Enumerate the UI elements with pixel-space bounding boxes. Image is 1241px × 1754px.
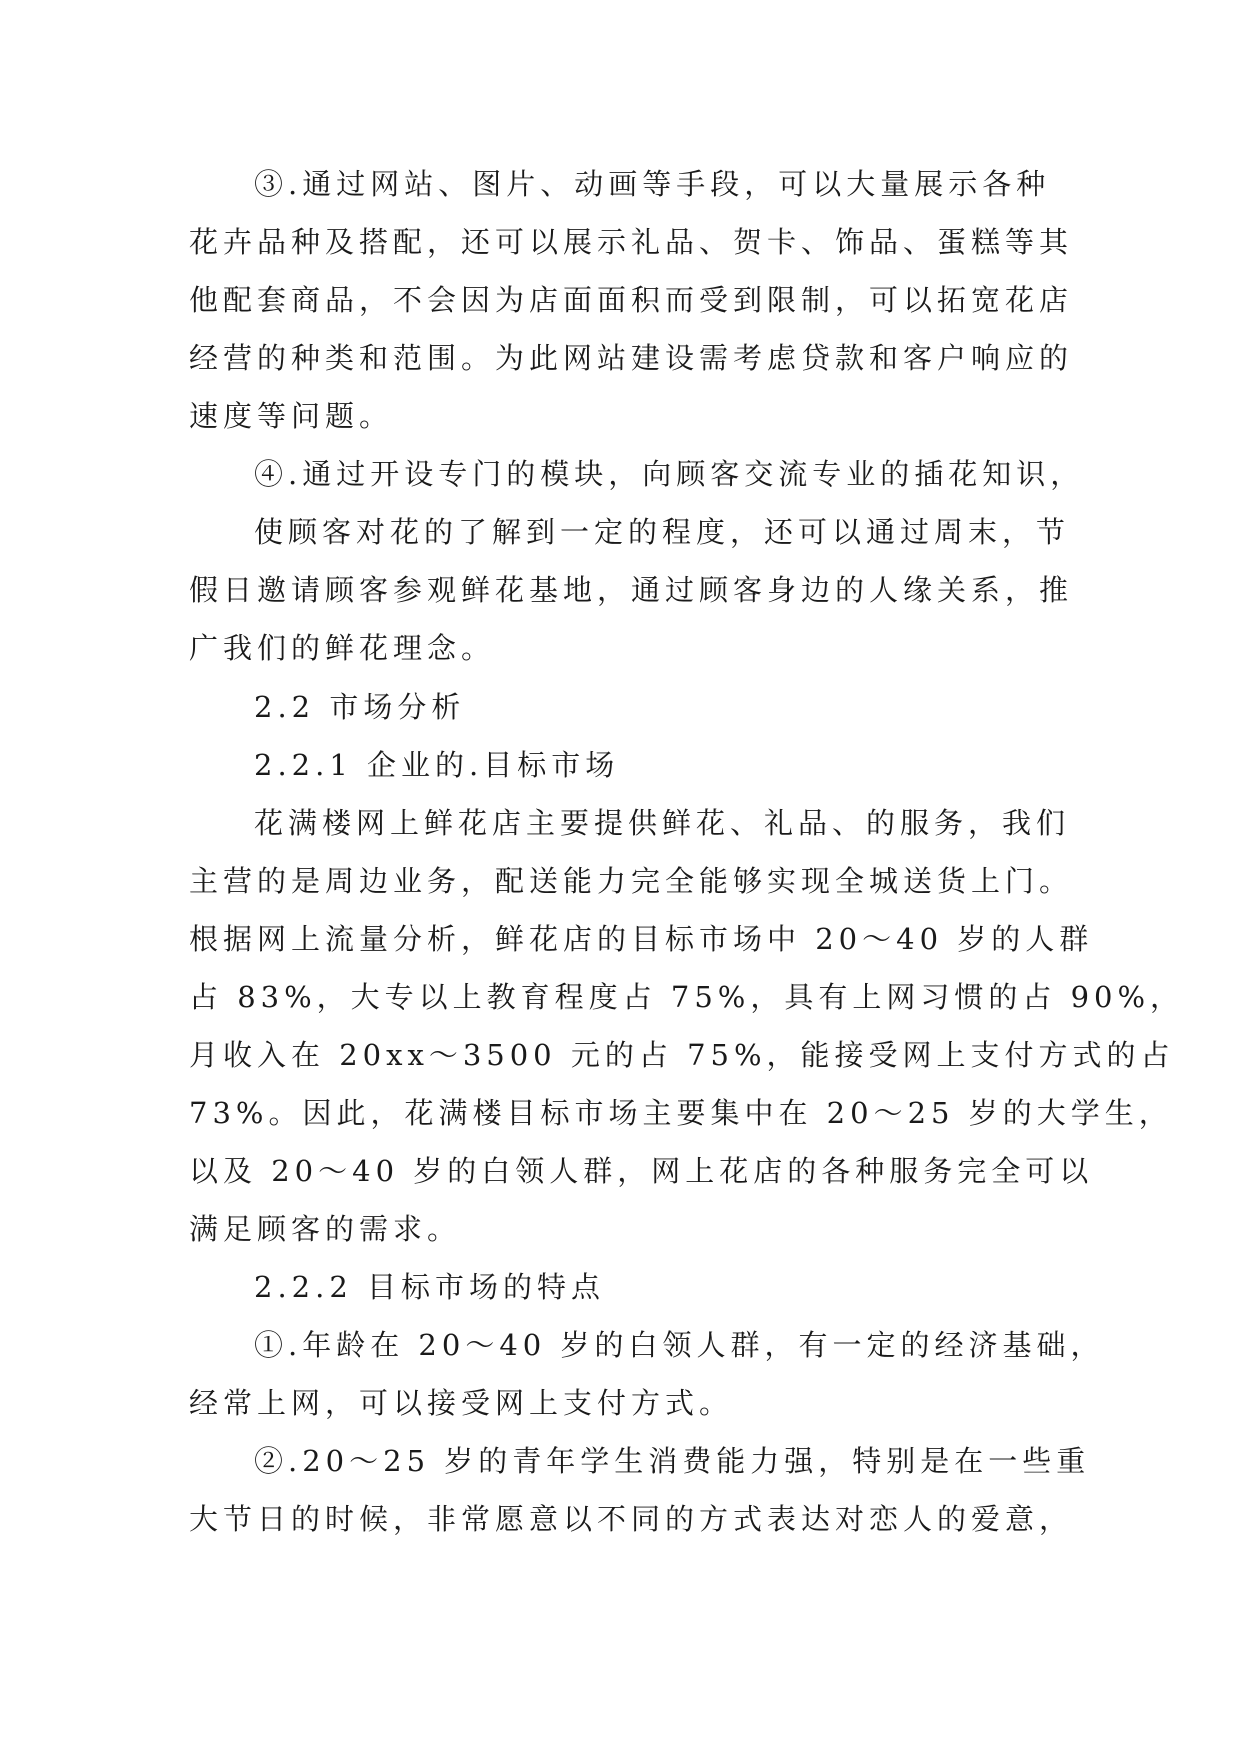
paragraph-feature-2-line-1: ②.20～25 岁的青年学生消费能力强，特别是在一些重 (254, 1444, 1091, 1478)
paragraph-4b-line-2: 假日邀请顾客参观鲜花基地，通过顾客身边的人缘关系，推 (189, 573, 1074, 607)
paragraph-market-line-1: 花满楼网上鲜花店主要提供鲜花、礼品、的服务，我们 (254, 806, 1071, 840)
paragraph-market-line-5: 月收入在 20xx～3500 元的占 75%，能接受网上支付方式的占 (189, 1038, 1175, 1072)
paragraph-market-line-6: 73%。因此，花满楼目标市场主要集中在 20～25 岁的大学生， (189, 1096, 1173, 1130)
paragraph-market-line-3: 根据网上流量分析，鲜花店的目标市场中 20～40 岁的人群 (189, 922, 1094, 956)
paragraph-feature-1-line-1: ①.年龄在 20～40 岁的白领人群，有一定的经济基础， (254, 1328, 1105, 1362)
paragraph-market-line-4: 占 83%，大专以上教育程度占 75%，具有上网习惯的占 90%， (189, 980, 1185, 1014)
paragraph-3-line-3: 他配套商品，不会因为店面面积而受到限制，可以拓宽花店 (189, 283, 1074, 317)
paragraph-3-line-5: 速度等问题。 (189, 399, 394, 433)
paragraph-4b-line-1: 使顾客对花的了解到一定的程度，还可以通过周末，节 (254, 515, 1071, 549)
paragraph-4-line-1: ④.通过开设专门的模块，向顾客交流专业的插花知识， (254, 457, 1085, 491)
paragraph-3-line-1: ③.通过网站、图片、动画等手段，可以大量展示各种 (254, 167, 1051, 201)
paragraph-4b-line-3: 广我们的鲜花理念。 (189, 631, 496, 665)
paragraph-3-line-2: 花卉品种及搭配，还可以展示礼品、贺卡、饰品、蛋糕等其 (189, 225, 1074, 259)
section-heading-2-2-1: 2.2.1 企业的.目标市场 (254, 748, 620, 782)
section-heading-2-2-2: 2.2.2 目标市场的特点 (254, 1270, 606, 1304)
section-heading-2-2: 2.2 市场分析 (254, 690, 466, 724)
paragraph-market-line-2: 主营的是周边业务，配送能力完全能够实现全城送货上门。 (189, 864, 1074, 898)
paragraph-3-line-4: 经营的种类和范围。为此网站建设需考虑贷款和客户响应的 (189, 341, 1074, 375)
paragraph-feature-1-line-2: 经常上网，可以接受网上支付方式。 (189, 1386, 734, 1420)
paragraph-market-line-8: 满足顾客的需求。 (189, 1212, 462, 1246)
paragraph-feature-2-line-2: 大节日的时候，非常愿意以不同的方式表达对恋人的爱意， (189, 1502, 1074, 1536)
paragraph-market-line-7: 以及 20～40 岁的白领人群，网上花店的各种服务完全可以 (189, 1154, 1094, 1188)
